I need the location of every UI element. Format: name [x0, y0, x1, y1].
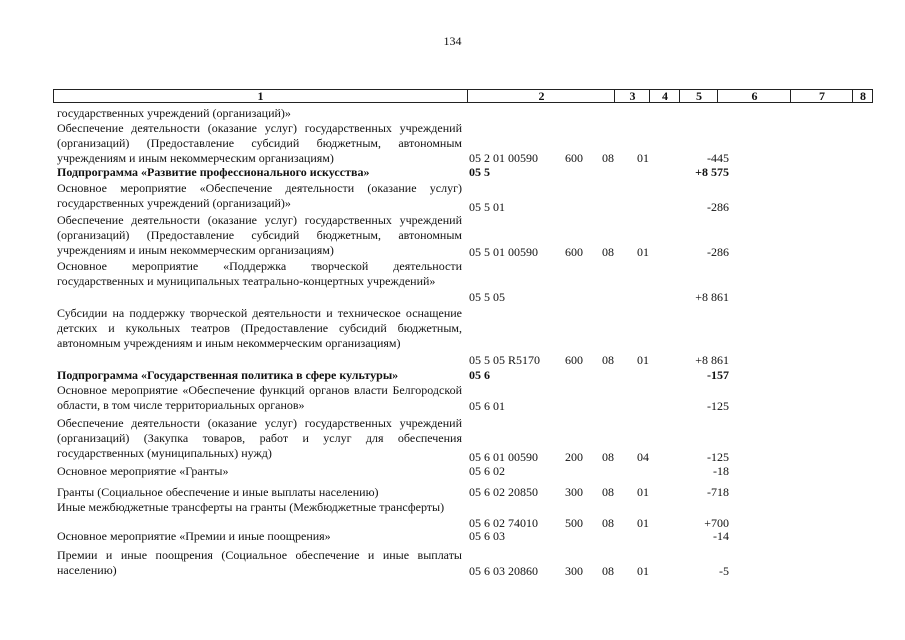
- header-col-7: 7: [790, 90, 853, 102]
- row-col-6: -718: [707, 485, 729, 499]
- table-row: [57, 121, 877, 166]
- row-col-4: 08: [602, 450, 614, 464]
- table-row: [57, 259, 877, 304]
- row-col-6: -18: [713, 464, 729, 478]
- row-col-4: 08: [602, 245, 614, 259]
- row-code: 05 6 01 00590: [469, 450, 538, 464]
- row-col-3: 600: [565, 353, 583, 367]
- row-col-4: 08: [602, 353, 614, 367]
- row-description: Иные межбюджетные трансферты на гранты (Межбюджетные трансферты): [57, 500, 445, 514]
- row-col-3: 300: [565, 485, 583, 499]
- table-row: [57, 306, 877, 366]
- header-col-1: 1: [257, 89, 264, 103]
- row-col-5: 01: [637, 516, 649, 530]
- row-col-4: 08: [602, 485, 614, 499]
- row-description: Гранты (Социальное обеспечение и иные выплаты населению): [57, 485, 379, 499]
- row-code: 05 2 01 00590: [469, 151, 538, 165]
- header-col-6: 6: [717, 90, 791, 102]
- table-header: [53, 89, 873, 103]
- table-row: [57, 383, 877, 413]
- row-description: государственных учреждений (организаций)»: [57, 106, 291, 120]
- page-number: 134: [443, 34, 462, 48]
- row-description: Подпрограмма «Развитие профессионального искусства»: [57, 165, 370, 179]
- row-code: 05 5: [469, 165, 490, 179]
- row-col-6: -286: [707, 200, 729, 214]
- table-row: [57, 548, 877, 578]
- row-col-6: -125: [707, 450, 729, 464]
- row-col-5: 01: [637, 353, 649, 367]
- row-col-3: 200: [565, 450, 583, 464]
- row-description: Основное мероприятие «Гранты»: [57, 464, 229, 478]
- row-col-5: 01: [637, 151, 649, 165]
- table-row: [57, 181, 877, 214]
- row-col-6: -5: [719, 564, 729, 578]
- row-col-4: 08: [602, 516, 614, 530]
- row-col-3: 600: [565, 245, 583, 259]
- header-col-4: 4: [649, 90, 680, 102]
- row-description: Основное мероприятие «Обеспечение деятельности (оказание услуг) государственных учреждений (организаций)»: [57, 181, 462, 210]
- row-code: 05 5 05: [469, 290, 505, 304]
- row-code: 05 5 01: [469, 200, 505, 214]
- table-row: [57, 464, 877, 479]
- table-row: [57, 368, 877, 383]
- row-description: Основное мероприятие «Поддержка творческой деятельности государственных и муниципальных театрально-концертных учреждений»: [57, 259, 462, 288]
- row-description: Подпрограмма «Государственная политика в сфере культуры»: [57, 368, 399, 382]
- row-description: Обеспечение деятельности (оказание услуг) государственных учреждений (организаций) (Предоставление субсидий бюджетным, автономным учреждениям и иным некоммерческим организациям): [57, 213, 462, 257]
- row-col-4: 08: [602, 151, 614, 165]
- header-col-2: 2: [467, 90, 615, 102]
- row-col-6: -125: [707, 399, 729, 413]
- row-code: 05 6 02: [469, 464, 505, 478]
- row-col-6: +8 575: [695, 165, 729, 179]
- row-col-4: 08: [602, 564, 614, 578]
- header-col-5: 5: [679, 90, 718, 102]
- row-description: Премии и иные поощрения (Социальное обеспечение и иные выплаты населению): [57, 548, 462, 577]
- row-description: Обеспечение деятельности (оказание услуг) государственных учреждений (организаций) (Закупка товаров, работ и услуг для обеспечения государственных (муниципальных) нужд): [57, 416, 462, 460]
- row-code: 05 5 05 R5170: [469, 353, 541, 367]
- row-col-3: 300: [565, 564, 583, 578]
- table-row: [57, 485, 877, 500]
- table-row: [57, 529, 877, 544]
- row-code: 05 6 03: [469, 529, 505, 543]
- row-col-6: +8 861: [695, 353, 729, 367]
- header-col-8: 8: [852, 90, 873, 102]
- row-code: 05 6 01: [469, 399, 505, 413]
- row-col-5: 01: [637, 485, 649, 499]
- row-code: 05 6 03 20860: [469, 564, 538, 578]
- row-col-6: -445: [707, 151, 729, 165]
- table-row: [57, 500, 877, 530]
- table-row: [57, 213, 877, 258]
- table-row: [57, 106, 877, 121]
- row-code: 05 6 02 20850: [469, 485, 538, 499]
- row-description: Субсидии на поддержку творческой деятельности и техническое оснащение детских и кукольных театров (Предоставление субсидий бюджетным, автономным учреждениям и иным некоммерческим организациям): [57, 306, 462, 350]
- row-col-6: +700: [704, 516, 729, 530]
- table-row: [57, 416, 877, 464]
- row-code: 05 6: [469, 368, 490, 382]
- row-col-5: 01: [637, 564, 649, 578]
- table-row: [57, 165, 877, 180]
- row-description: Основное мероприятие «Премии и иные поощрения»: [57, 529, 331, 543]
- row-col-5: 01: [637, 245, 649, 259]
- row-col-3: 600: [565, 151, 583, 165]
- row-col-3: 500: [565, 516, 583, 530]
- row-description: Обеспечение деятельности (оказание услуг) государственных учреждений (организаций) (Предоставление субсидий бюджетным, автономным учреждениям и иным некоммерческим организациям): [57, 121, 462, 165]
- row-col-6: -157: [707, 368, 729, 382]
- row-code: 05 5 01 00590: [469, 245, 538, 259]
- row-col-6: -14: [713, 529, 729, 543]
- row-col-6: +8 861: [695, 290, 729, 304]
- row-col-5: 04: [637, 450, 649, 464]
- header-col-3: 3: [614, 90, 650, 102]
- row-description: Основное мероприятие «Обеспечение функций органов власти Белгородской области, в том числе территориальных органов»: [57, 383, 462, 412]
- row-code: 05 6 02 74010: [469, 516, 538, 530]
- row-col-6: -286: [707, 245, 729, 259]
